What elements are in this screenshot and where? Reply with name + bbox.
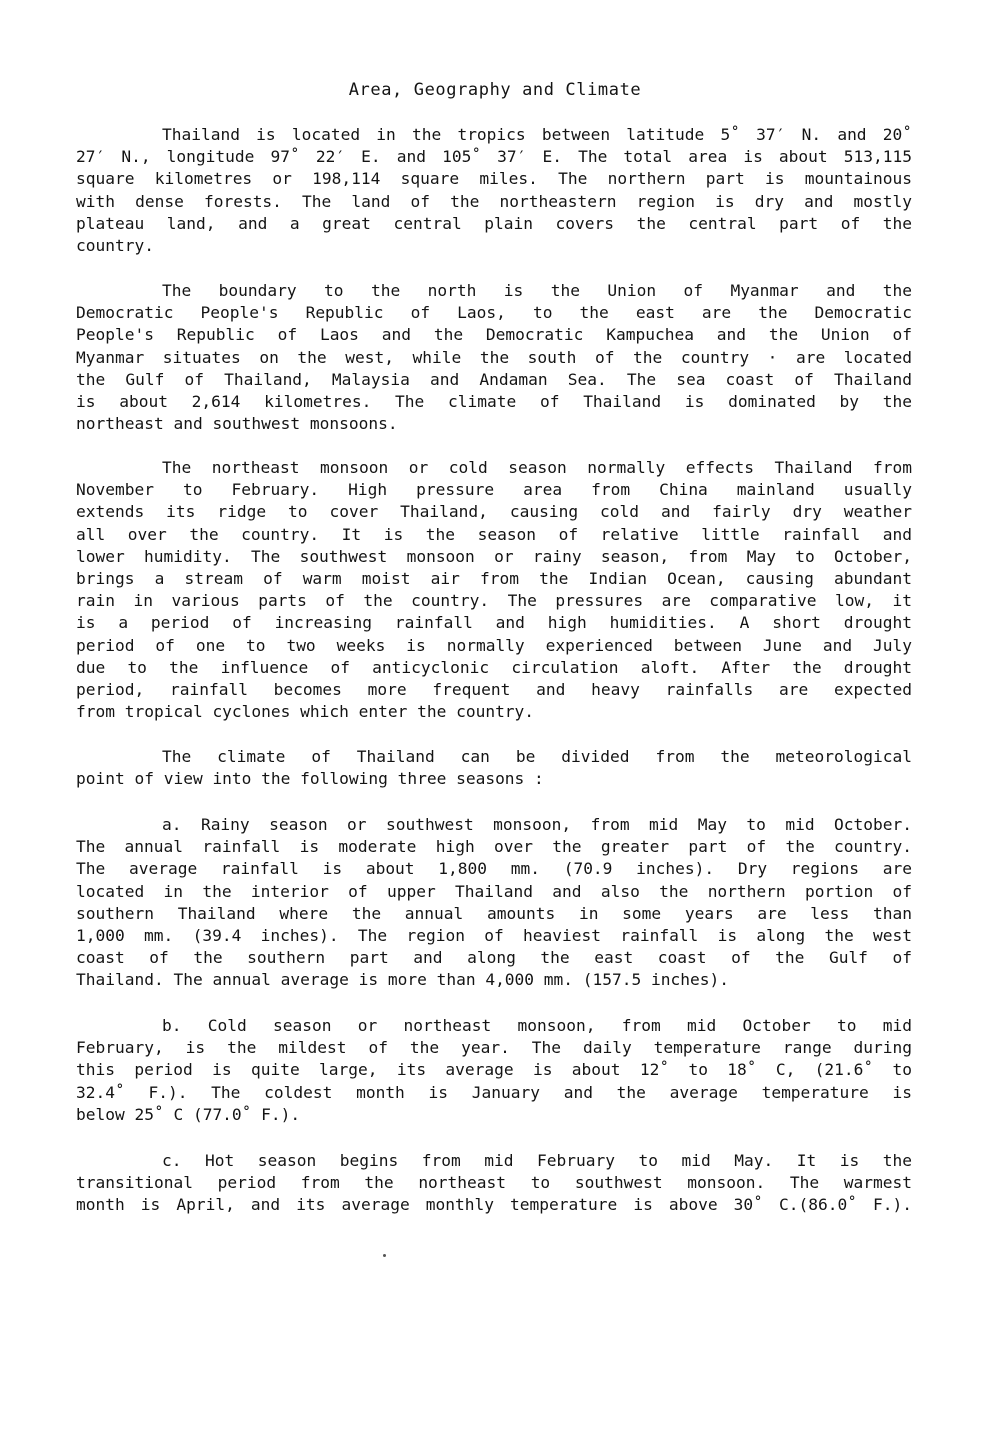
paragraph-seasons-intro [76,746,912,790]
text-line: this period is quite large, its average is about 12˚ to 18˚ C, (21.6˚ to [76,1060,912,1080]
paragraph-cold-season [76,1015,912,1126]
text-line: The average rainfall is about 1,800 mm. (70.9 inches). Dry regions are [76,859,912,879]
text-line: period, rainfall becomes more frequent and heavy rainfalls are expected [76,679,912,699]
text-line: month is April, and its average monthly temperature is above 30˚ C.(86.0˚ F.). [76,1195,912,1215]
text-line: People's Republic of Laos and the Democratic Kampuchea and the Union of [76,325,912,345]
text-line: Thailand is located in the tropics between latitude 5˚ 37′ N. and 20˚ [162,125,912,144]
text-line: The northeast monsoon or cold season normally effects Thailand from [162,458,912,477]
text-line: c. Hot season begins from mid February to mid May. It is the [162,1151,912,1170]
document-title: Area, Geography and Climate [348,80,642,100]
text-line: due to the influence of anticyclonic circulation aloft. After the drought [76,657,912,677]
text-line: The annual rainfall is moderate high over the greater part of the country. [76,837,912,857]
text-line: Thailand. The annual average is more than 4,000 mm. (157.5 inches). [76,970,729,990]
text-line: Myanmar situates on the west, while the south of the country · are located [76,347,912,367]
text-line: brings a stream of warm moist air from the Indian Ocean, causing abundant [76,568,912,588]
text-line: The climate of Thailand can be divided from the meteorological [162,747,912,766]
paragraph-monsoons [76,457,912,723]
text-line: with dense forests. The land of the northeastern region is dry and mostly [76,191,912,211]
text-line: rain in various parts of the country. The pressures are comparative low, it [76,591,912,611]
text-line: southern Thailand where the annual amounts in some years are less than [76,903,912,923]
stray-mark [383,1254,386,1257]
text-line: located in the interior of upper Thailand and also the northern portion of [76,881,912,901]
text-line: extends its ridge to cover Thailand, causing cold and fairly dry weather [76,502,912,522]
text-line: northeast and southwest monsoons. [76,414,398,434]
text-line: period of one to two weeks is normally experienced between June and July [76,635,912,655]
paragraph-hot-season [76,1150,912,1217]
text-line: 27′ N., longitude 97˚ 22′ E. and 105˚ 37′ E. The total area is about 513,115 [76,147,912,167]
text-line: the Gulf of Thailand, Malaysia and Andaman Sea. The sea coast of Thailand [76,369,912,389]
paragraph-boundary [76,280,912,435]
text-line: below 25˚ C (77.0˚ F.). [76,1104,301,1124]
text-line: is about 2,614 kilometres. The climate of Thailand is dominated by the [76,391,912,411]
text-line: 1,000 mm. (39.4 inches). The region of heaviest rainfall is along the west [76,925,912,945]
text-line: February, is the mildest of the year. The daily temperature range during [76,1038,912,1058]
text-line: lower humidity. The southwest monsoon or rainy season, from May to October, [76,546,912,566]
text-line: country. [76,235,154,255]
text-line: point of view into the following three seasons : [76,769,544,789]
text-line: b. Cold season or northeast monsoon, from mid October to mid [162,1016,912,1035]
text-line: The boundary to the north is the Union of Myanmar and the [162,281,912,300]
text-line: all over the country. It is the season of relative little rainfall and [76,524,912,544]
text-line: 32.4˚ F.). The coldest month is January and the average temperature is [76,1082,912,1102]
text-line: coast of the southern part and along the east coast of the Gulf of [76,948,912,968]
text-line: is a period of increasing rainfall and high humidities. A short drought [76,613,912,633]
text-line: a. Rainy season or southwest monsoon, from mid May to mid October. [162,815,912,834]
text-line: Democratic People's Republic of Laos, to the east are the Democratic [76,303,912,323]
text-line: transitional period from the northeast to southwest monsoon. The warmest [76,1173,912,1193]
text-line: square kilometres or 198,114 square miles. The northern part is mountainous [76,169,912,189]
paragraph-rainy-season [76,814,912,992]
paragraph-location [76,124,912,257]
text-line: November to February. High pressure area from China mainland usually [76,480,912,500]
text-line: plateau land, and a great central plain covers the central part of the [76,213,912,233]
text-line: from tropical cyclones which enter the country. [76,702,535,722]
